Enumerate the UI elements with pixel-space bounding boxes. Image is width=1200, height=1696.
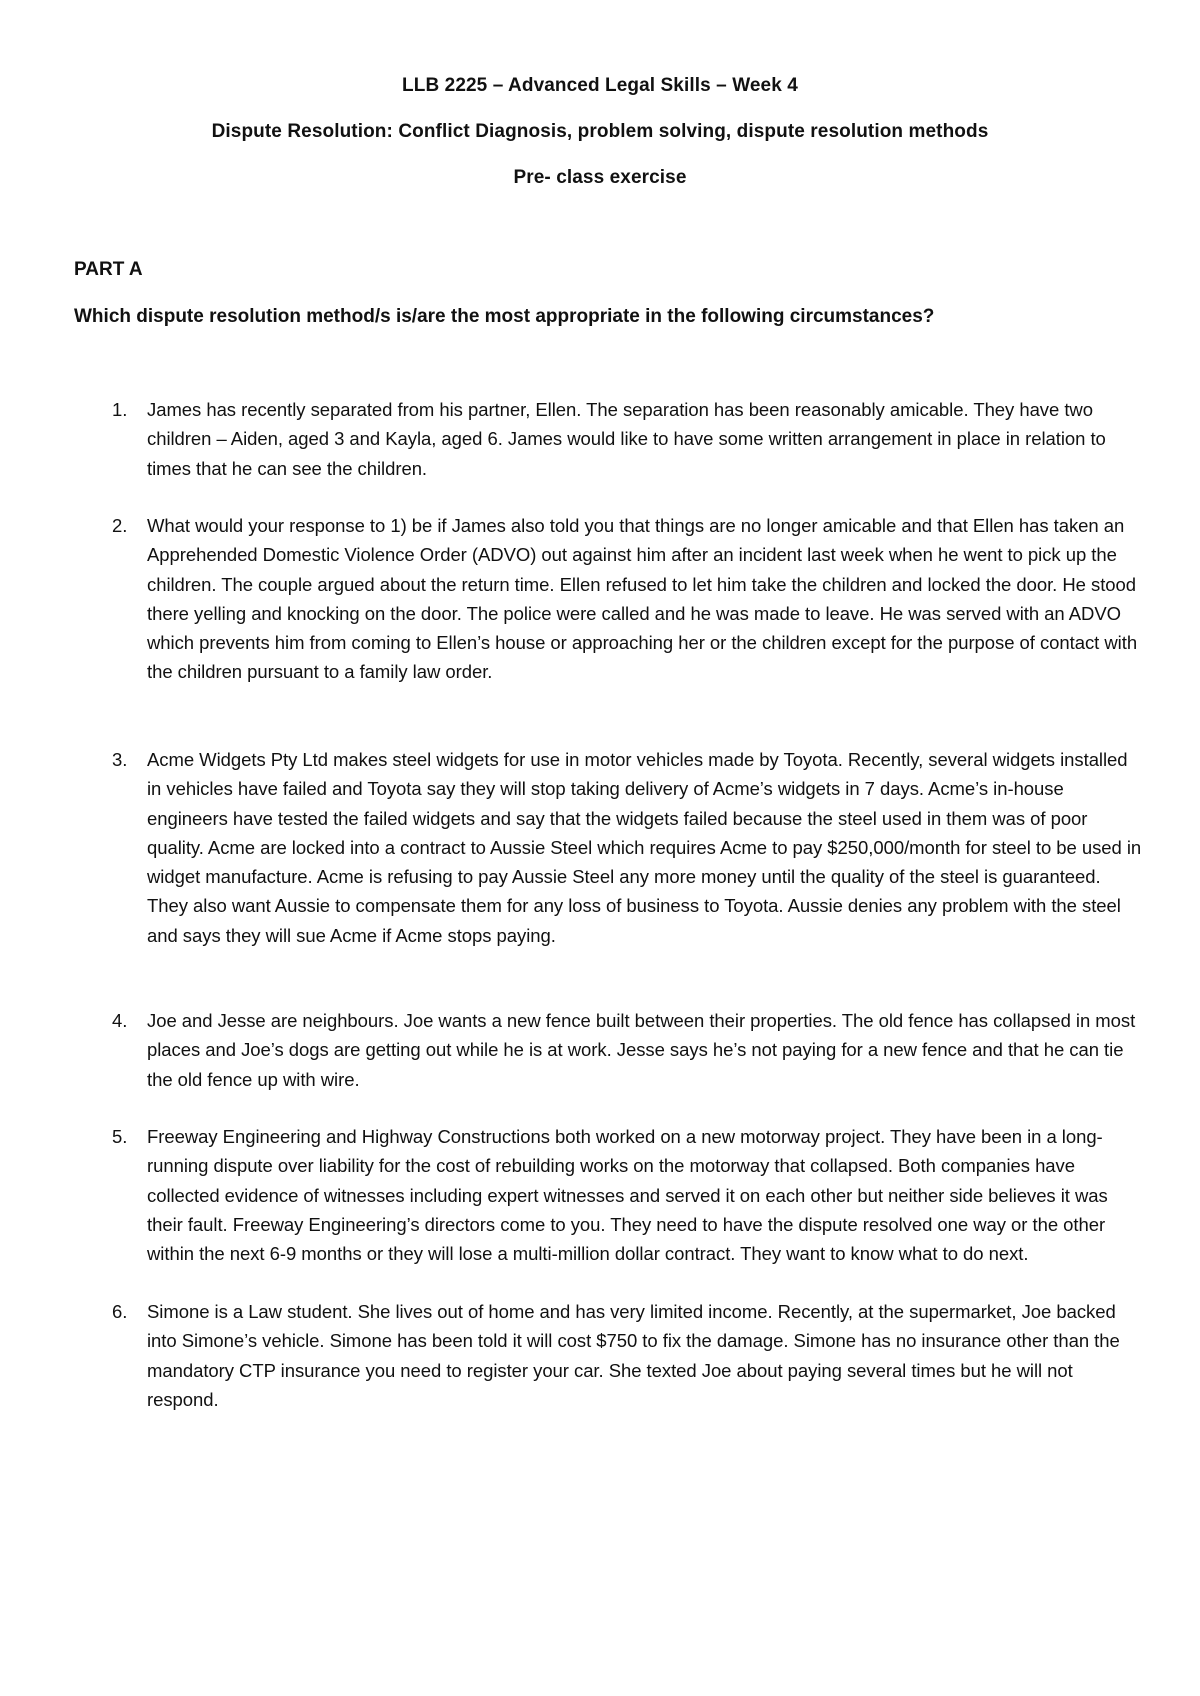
part-heading: PART A bbox=[74, 259, 143, 280]
item-text: Freeway Engineering and Highway Constructions both worked on a new motorway project. They have been in a long-running dispute over liability for the cost of rebuilding works on the motorway that collapsed. Both companies have collected evidence of witnesses including expert witnesses and served it on each other but neither side believes it was their fault. Freeway Engineering’s directors come to you. They need to have the dispute resolved one way or the other within the next 6-9 months or they will lose a multi-million dollar contract. They want to know what to do next. bbox=[147, 1126, 1108, 1265]
exercise-label: Pre- class exercise bbox=[513, 167, 687, 188]
item-number: 5. bbox=[112, 1126, 128, 1147]
item-number: 4. bbox=[112, 1010, 128, 1031]
item-text: Simone is a Law student. She lives out of home and has very limited income. Recently, at the supermarket, Joe backed into Simone’s vehicle. Simone has been told it will cost $750 to fix the damage. Simone has no insurance other than the mandatory CTP insurance you need to register your car. She texted Joe about paying several times but he will not respond. bbox=[147, 1301, 1120, 1410]
item-number: 1. bbox=[112, 399, 128, 420]
item-text: Joe and Jesse are neighbours. Joe wants a new fence built between their properties. The old fence has collapsed in most places and Joe’s dogs are getting out while he is at work. Jesse says he’s not paying for a new fence and that he can tie the old fence up with wire. bbox=[147, 1010, 1136, 1090]
question-heading: Which dispute resolution method/s is/are the most appropriate in the following circumstances? bbox=[74, 306, 935, 327]
item-text: James has recently separated from his partner, Ellen. The separation has been reasonably amicable. They have two children – Aiden, aged 3 and Kayla, aged 6. James would like to have some written arrangement in place in relation to times that he can see the children. bbox=[147, 399, 1106, 479]
item-number: 3. bbox=[112, 749, 128, 770]
document-subtitle: Dispute Resolution: Conflict Diagnosis, problem solving, dispute resolution methods bbox=[211, 121, 989, 142]
item-number: 6. bbox=[112, 1301, 128, 1322]
item-number: 2. bbox=[112, 515, 128, 536]
document-title: LLB 2225 – Advanced Legal Skills – Week 4 bbox=[402, 75, 798, 96]
item-text: Acme Widgets Pty Ltd makes steel widgets for use in motor vehicles made by Toyota. Recently, several widgets installed in vehicles have failed and Toyota say they will stop taking delivery of Acme’s widgets in 7 days. Acme’s in-house engineers have tested the failed widgets and say that the widgets failed because the steel used in them was of poor quality. Acme are locked into a contract to Aussie Steel which requires Acme to pay $250,000/month for steel to be used in widget manufacture. Acme is refusing to pay Aussie Steel any more money until the quality of the steel is guaranteed. They also want Aussie to compensate them for any loss of business to Toyota. Aussie denies any problem with the steel and says they will sue Acme if Acme stops paying. bbox=[147, 749, 1142, 946]
item-text: What would your response to 1) be if James also told you that things are no longer amicable and that Ellen has taken an Apprehended Domestic Violence Order (ADVO) out against him after an incident last week when he went to pick up the children. The couple argued about the return time. Ellen refused to let him take the children and locked the door. He stood there yelling and knocking on the door. The police were called and he was made to leave. He was served with an ADVO which prevents him from coming to Ellen’s house or approaching her or the children except for the purpose of contact with the children pursuant to a family law order. bbox=[147, 515, 1138, 683]
